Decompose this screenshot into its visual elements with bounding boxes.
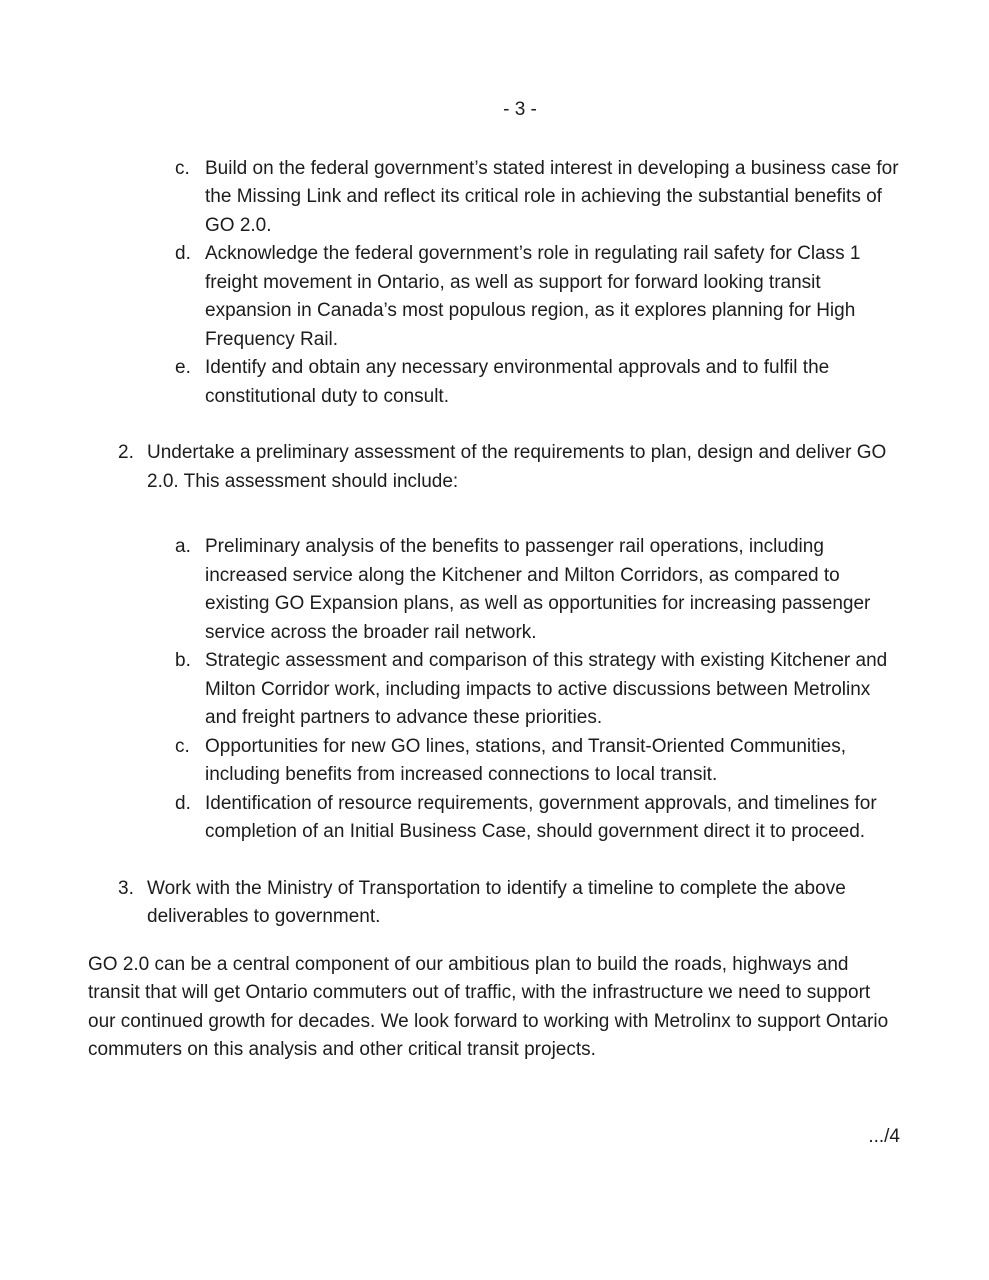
list-item-2d (175, 790, 900, 847)
list-item-label: d. (175, 792, 191, 814)
list-item-label: b. (175, 650, 191, 671)
list-item-2a (175, 533, 900, 647)
list-item-text: Preliminary analysis of the benefits to passenger rail operations, including increased service along the Kitchener and Milton Corridors, as compared to existing GO Expansion plans, as well as opportunities for increasing passenger service across the broader rail network. (205, 536, 871, 643)
list-item-label: a. (175, 536, 191, 557)
lettered-sublist-2 (88, 533, 900, 847)
continued-lettered-list (88, 155, 900, 412)
list-item-d (175, 240, 900, 354)
list-item-label: 2. (118, 442, 134, 463)
list-item-e (175, 354, 900, 411)
list-item-2b (175, 647, 900, 733)
list-item-text: Build on the federal government’s stated interest in developing a business case for the Missing Link and reflect its critical role in achieving the substantial benefits of GO 2.0. (205, 157, 899, 236)
list-item-text: Undertake a preliminary assessment of the requirements to plan, design and deliver GO 2.0. This assessment should include: (147, 442, 887, 492)
list-item-label: c. (175, 157, 190, 179)
list-item-label: d. (175, 243, 191, 264)
list-item-label: e. (175, 357, 191, 378)
numbered-item-2 (118, 439, 900, 496)
list-item-label: c. (175, 735, 190, 757)
list-item-2c (175, 733, 900, 790)
page-number-header: - 3 - (503, 99, 537, 120)
numbered-item-3 (118, 875, 900, 932)
list-item-text: Acknowledge the federal government’s role in regulating rail safety for Class 1 freight movement in Ontario, as well as support for forward looking transit expansion in Canada’s most populous region, as it explores planning for High Frequency Rail. (205, 243, 861, 350)
list-item-c (175, 155, 900, 241)
list-item-text: Work with the Ministry of Transportation to identify a timeline to complete the above deliverables to government. (147, 877, 846, 927)
list-item-text: Identification of resource requirements, government approvals, and timelines for completion of an Initial Business Case, should government direct it to proceed. (205, 792, 877, 842)
list-item-text: Identify and obtain any necessary environmental approvals and to fulfil the constitutional duty to consult. (205, 357, 830, 407)
page-continuation-footer: .../4 (868, 1125, 900, 1147)
list-item-text: Opportunities for new GO lines, stations, and Transit-Oriented Communities, including benefits from increased connections to local transit. (205, 735, 846, 785)
list-item-text: Strategic assessment and comparison of this strategy with existing Kitchener and Milton Corridor work, including impacts to active discussions between Metrolinx and freight partners to advance these priorities. (205, 650, 888, 728)
closing-paragraph: GO 2.0 can be a central component of our ambitious plan to build the roads, highways and transit that will get Ontario commuters out of traffic, with the infrastructure we need to support our continued growth for decades. We look forward to working with Metrolinx to support Ontario commuters on this analysis and other critical transit projects. (88, 953, 889, 1060)
list-item-label: 3. (118, 877, 134, 899)
